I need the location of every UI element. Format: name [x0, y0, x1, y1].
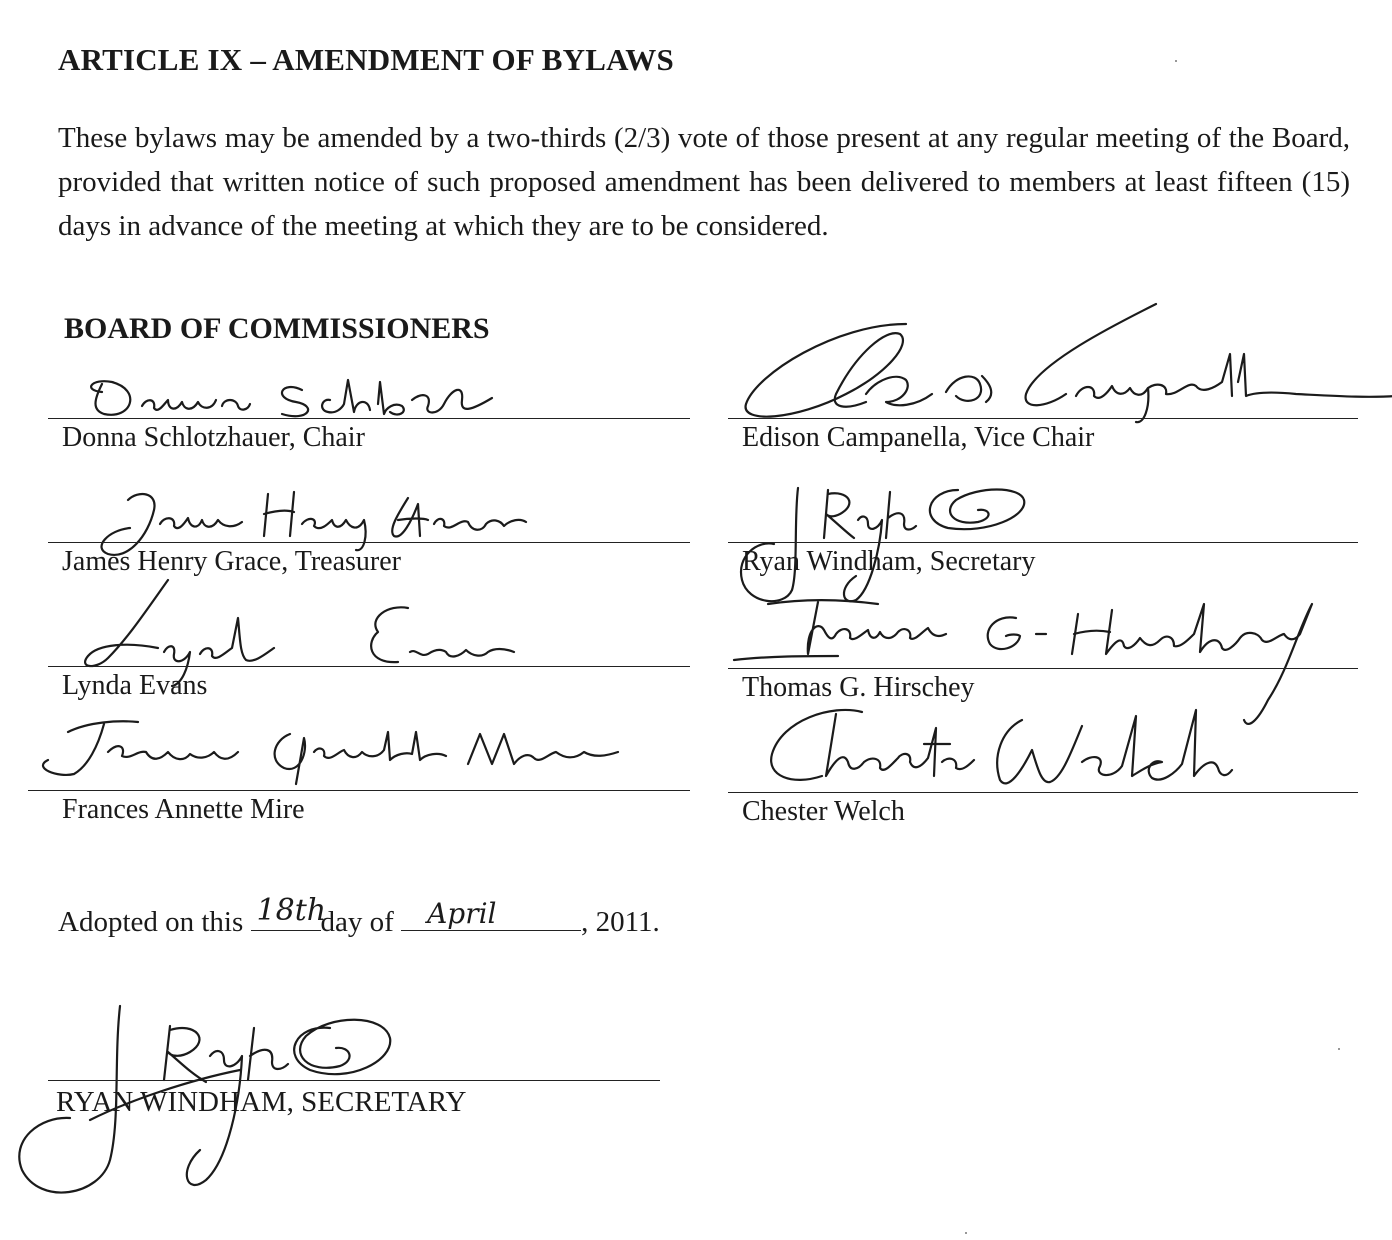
- signature-block-lynda-evans: [48, 618, 690, 708]
- signature-line: [28, 790, 690, 791]
- signatory-name: Donna Schlotzhauer, Chair: [62, 422, 365, 453]
- signatory-name: Chester Welch: [742, 796, 905, 827]
- signature-block-thomas-g-hirschey: [728, 620, 1358, 710]
- signatory-name: Edison Campanella, Vice Chair: [742, 422, 1095, 453]
- signature-line: [48, 418, 690, 419]
- article-heading: ARTICLE IX – AMENDMENT OF BYLAWS: [58, 42, 674, 77]
- handwritten-signature: [752, 700, 1292, 800]
- adoption-middle: day of: [320, 906, 394, 938]
- handwritten-signature: [72, 370, 532, 430]
- signature-line: [728, 418, 1358, 419]
- adoption-statement: [58, 893, 660, 939]
- adoption-month-handwritten: April: [427, 897, 497, 930]
- adoption-day-handwritten: 18th: [256, 893, 327, 928]
- signature-block-frances-annette-mire: [28, 742, 690, 832]
- signatory-name: Ryan Windham, Secretary: [742, 546, 1036, 577]
- adoption-prefix: Adopted on this: [58, 906, 244, 938]
- signature-line: [48, 542, 690, 543]
- attest-signature-line: [48, 1080, 660, 1081]
- signatory-name: Frances Annette Mire: [62, 794, 305, 825]
- adoption-suffix: , 2011.: [581, 906, 660, 938]
- signature-block-ryan-windham: [728, 494, 1358, 584]
- handwritten-signature: [736, 284, 1392, 434]
- signature-line: [728, 542, 1358, 543]
- signature-line: [728, 668, 1358, 669]
- board-heading: BOARD OF COMMISSIONERS: [64, 312, 490, 345]
- signature-block-chester-welch: [728, 744, 1358, 834]
- signature-line: [728, 792, 1358, 793]
- signature-line: [48, 666, 690, 667]
- attest-name: RYAN WINDHAM, SECRETARY: [56, 1086, 467, 1118]
- article-text: These bylaws may be amended by a two-thirds (2/3) vote of those present at any regular meeting of the Board, provided that written notice of such proposed amendment has been delivered to members at least fifteen (15) days in advance of the meeting at which they are to be considered.: [58, 122, 1350, 242]
- handwritten-signature: [28, 712, 628, 792]
- signatory-name: Lynda Evans: [62, 670, 208, 701]
- signature-block-edison-campanella: [728, 370, 1358, 460]
- signatory-name: Thomas G. Hirschey: [742, 672, 975, 703]
- signatory-name: James Henry Grace, Treasurer: [62, 546, 401, 577]
- adoption-day-blank: [251, 893, 327, 931]
- signature-block-donna-schlotzhauer: [48, 370, 690, 460]
- adoption-month-blank: [401, 897, 581, 931]
